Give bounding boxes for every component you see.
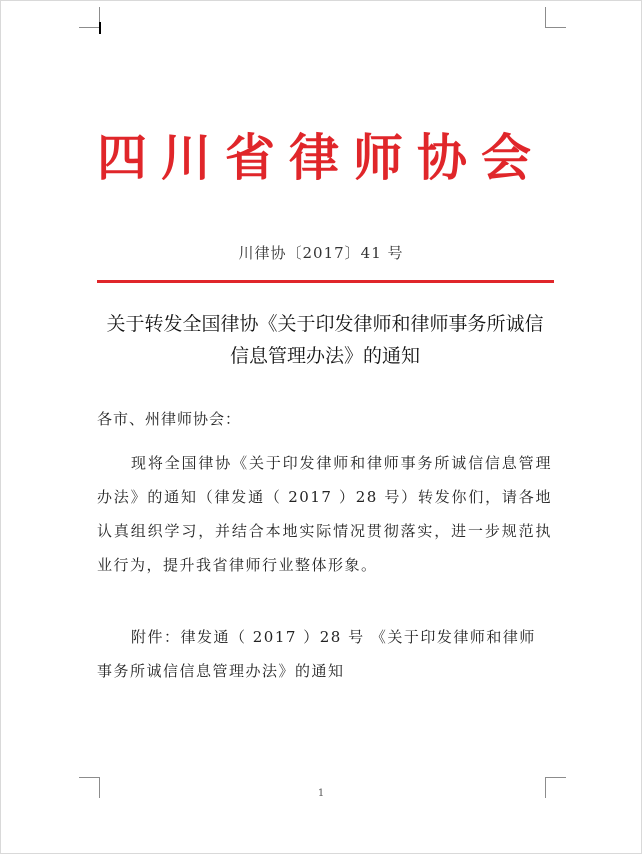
crop-mark-top-left — [79, 7, 100, 28]
text-cursor — [99, 22, 101, 34]
salutation: 各市、州律师协会： — [97, 410, 242, 428]
document-number: 川律协〔2017〕41 号 — [238, 244, 404, 262]
body-paragraph: 现将全国律协《关于印发律师和律师事务所诚信信息管理办法》的通知（律发通（ 2017 ）28 号）转发你们，请各地认真组织学习，并结合本地实际情况贯彻落实，进一步规范执业行为，提升我省律师行业整体形象。 — [97, 454, 552, 574]
subject-line-2: 信息管理办法》的通知 — [229, 345, 420, 367]
organization-title: 四川省律师协会 — [97, 128, 545, 187]
subject-line-1: 关于转发全国律协《关于印发律师和律师事务所诚信 — [106, 313, 544, 335]
page-number: 1 — [317, 788, 325, 799]
document-subject — [95, 308, 555, 372]
crop-mark-top-right — [545, 7, 566, 28]
letterhead-divider — [97, 280, 554, 283]
attachment-note: 附件：律发通（ 2017 ）28 号 《关于印发律师和律师事务所诚信信息管理办法》的通知 — [97, 628, 536, 680]
